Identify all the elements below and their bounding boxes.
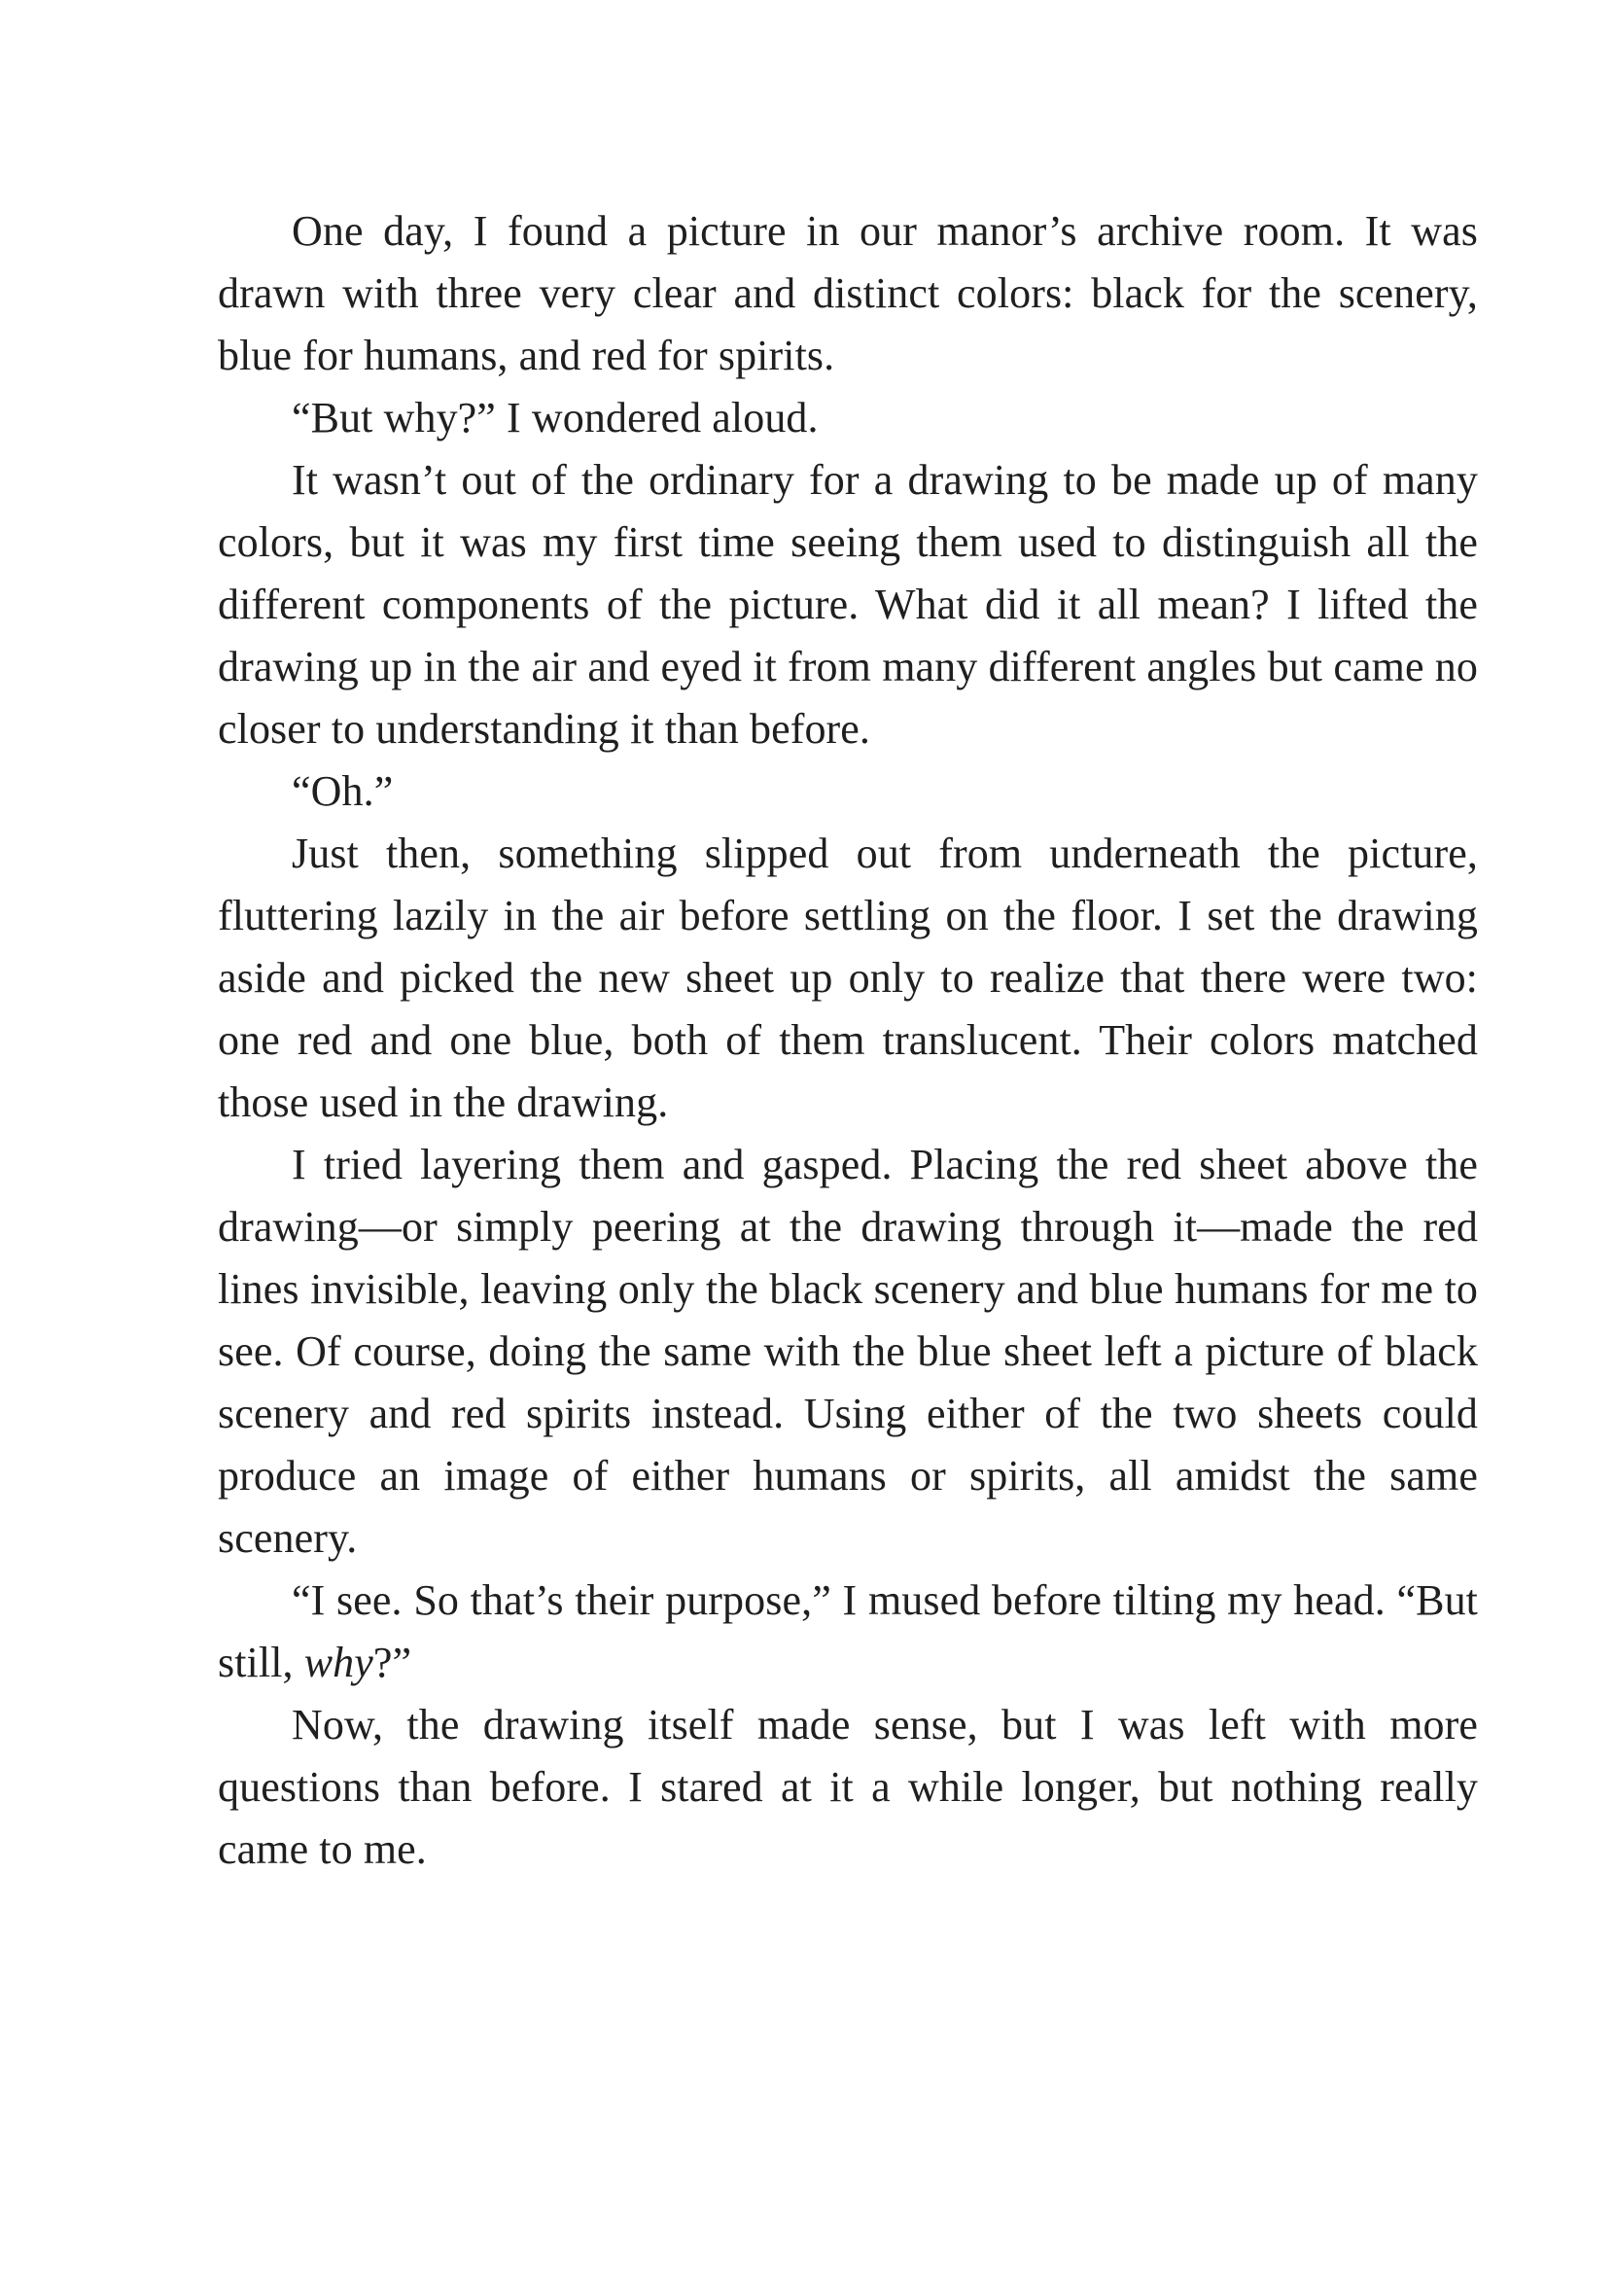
text-segment: “Oh.” bbox=[292, 767, 394, 815]
paragraph bbox=[218, 760, 1478, 823]
paragraph bbox=[218, 387, 1478, 449]
text-segment: “I see. So that’s their purpose,” I mused before tilting my head. “But still, bbox=[218, 1576, 1478, 1686]
paragraph bbox=[218, 200, 1478, 387]
text-segment: “But why?” I wondered aloud. bbox=[292, 394, 819, 442]
paragraph bbox=[218, 1570, 1478, 1694]
body-text bbox=[218, 200, 1478, 1881]
text-segment: One day, I found a picture in our manor’s archive room. It was drawn with three very clear and distinct colors: black for the scenery, blue for humans, and red for spirits. bbox=[218, 207, 1478, 379]
text-segment: I tried layering them and gasped. Placing the red sheet above the drawing—or simply peering at the drawing through it—made the red lines invisible, leaving only the black scenery and blue humans for me to see. Of course, doing the same with the blue sheet left a picture of black scenery and red spirits instead. Using either of the two sheets could produce an image of either humans or spirits, all amidst the same scenery. bbox=[218, 1141, 1478, 1562]
paragraph bbox=[218, 1694, 1478, 1881]
italic-text: why bbox=[303, 1639, 373, 1686]
text-segment: Just then, something slipped out from underneath the picture, fluttering lazily in the air before settling on the floor. I set the drawing aside and picked the new sheet up only to realize that there were two: one red and one blue, both of them translucent. Their colors matched those used in the drawing. bbox=[218, 830, 1478, 1126]
text-segment: It wasn’t out of the ordinary for a drawing to be made up of many colors, but it was my first time seeing them used to distinguish all the different components of the picture. What did it all mean? I lifted the drawing up in the air and eyed it from many different angles but came no closer to understanding it than before. bbox=[218, 456, 1478, 753]
paragraph bbox=[218, 823, 1478, 1134]
paragraph bbox=[218, 449, 1478, 760]
text-segment: Now, the drawing itself made sense, but I was left with more questions than before. I stared at it a while longer, but nothing really came to me. bbox=[218, 1701, 1478, 1873]
paragraph bbox=[218, 1134, 1478, 1570]
text-segment: ?” bbox=[372, 1639, 412, 1686]
